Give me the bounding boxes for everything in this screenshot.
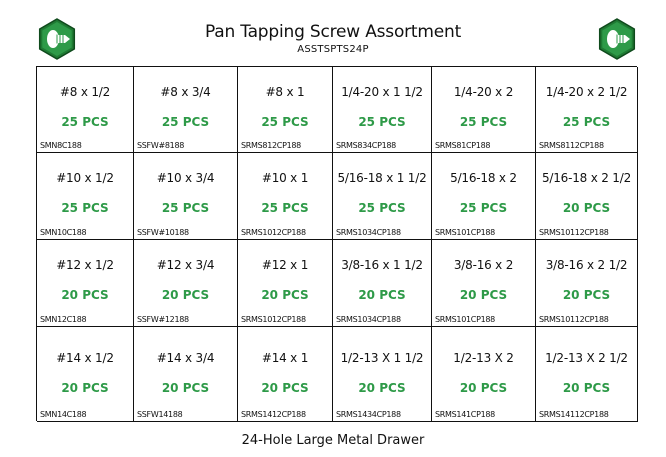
drawer-cell bbox=[333, 153, 432, 240]
quantity: 20 PCS bbox=[161, 381, 210, 395]
quantity: 25 PCS bbox=[261, 115, 309, 129]
screw-size: #8 x 1 bbox=[265, 85, 305, 99]
drawer-cell bbox=[134, 153, 238, 240]
screw-size: #8 x 1/2 bbox=[59, 85, 111, 99]
quantity: 20 PCS bbox=[61, 288, 109, 302]
quantity: 20 PCS bbox=[61, 381, 109, 395]
quantity: 25 PCS bbox=[261, 201, 309, 215]
part-code: SMN8C188 bbox=[40, 141, 82, 150]
part-code: SRMS141CP188 bbox=[435, 410, 495, 419]
quantity: 20 PCS bbox=[562, 381, 611, 395]
part-code: SRMS10112CP188 bbox=[539, 315, 609, 324]
part-code: SSFW#8188 bbox=[137, 141, 185, 150]
quantity: 25 PCS bbox=[161, 115, 210, 129]
quantity: 25 PCS bbox=[358, 115, 406, 129]
screw-size: 5/16-18 x 2 bbox=[450, 171, 517, 185]
quantity: 20 PCS bbox=[261, 381, 309, 395]
part-code: SRMS1034CP188 bbox=[336, 315, 401, 324]
screw-size: #10 x 1 bbox=[261, 171, 309, 185]
quantity: 20 PCS bbox=[358, 381, 406, 395]
quantity: 25 PCS bbox=[562, 115, 611, 129]
part-code: SRMS81CP188 bbox=[435, 141, 491, 150]
part-code: SRMS834CP188 bbox=[336, 141, 396, 150]
part-code: SMN12C188 bbox=[40, 315, 87, 324]
part-code: SRMS1012CP188 bbox=[241, 228, 306, 237]
quantity: 25 PCS bbox=[161, 201, 210, 215]
part-code: SSFW#12188 bbox=[137, 315, 189, 324]
drawer-cell bbox=[536, 240, 638, 327]
screw-size: 5/16-18 x 1 1/2 bbox=[337, 171, 427, 185]
drawer-cell bbox=[37, 240, 134, 327]
drawer-grid bbox=[36, 66, 637, 421]
screw-size: 1/2-13 X 2 bbox=[453, 351, 514, 365]
drawer-cell bbox=[432, 327, 536, 422]
drawer-cell bbox=[134, 327, 238, 422]
part-code: SRMS10112CP188 bbox=[539, 228, 609, 237]
screw-size: #10 x 1/2 bbox=[56, 171, 114, 185]
part-code: SRMS101CP188 bbox=[435, 228, 495, 237]
screw-size: 5/16-18 x 2 1/2 bbox=[541, 171, 632, 185]
assortment-code: ASSTSPTS24P bbox=[297, 44, 369, 55]
part-code: SRMS812CP188 bbox=[241, 141, 301, 150]
drawer-cell bbox=[432, 67, 536, 153]
part-code: SRMS1434CP188 bbox=[336, 410, 401, 419]
screw-size: #12 x 1/2 bbox=[56, 258, 114, 272]
quantity: 25 PCS bbox=[61, 201, 109, 215]
quantity: 25 PCS bbox=[459, 201, 508, 215]
drawer-cell bbox=[37, 327, 134, 422]
part-code: SRMS101CP188 bbox=[435, 315, 495, 324]
drawer-cell bbox=[238, 153, 333, 240]
screw-size: 1/4-20 x 2 bbox=[453, 85, 514, 99]
screw-size: #12 x 1 bbox=[261, 258, 309, 272]
quantity: 20 PCS bbox=[261, 288, 309, 302]
screw-size: 1/4-20 x 2 1/2 bbox=[545, 85, 628, 99]
part-code: SRMS8112CP188 bbox=[539, 141, 604, 150]
page-title: Pan Tapping Screw Assortment bbox=[204, 22, 462, 42]
quantity: 25 PCS bbox=[61, 115, 109, 129]
drawer-cell bbox=[432, 240, 536, 327]
part-code: SSFW14188 bbox=[137, 410, 183, 419]
drawer-cell bbox=[333, 67, 432, 153]
drawer-description: 24-Hole Large Metal Drawer bbox=[241, 433, 425, 448]
part-code: SRMS1412CP188 bbox=[241, 410, 306, 419]
part-code: SRMS1034CP188 bbox=[336, 228, 401, 237]
drawer-cell bbox=[37, 153, 134, 240]
drawer-cell bbox=[536, 67, 638, 153]
screw-size: #10 x 3/4 bbox=[156, 171, 215, 185]
drawer-cell bbox=[333, 327, 432, 422]
screw-size: #14 x 3/4 bbox=[156, 351, 215, 365]
screw-logo-icon bbox=[596, 18, 638, 60]
drawer-cell bbox=[333, 240, 432, 327]
drawer-cell bbox=[238, 327, 333, 422]
screw-size: #14 x 1/2 bbox=[56, 351, 114, 365]
quantity: 20 PCS bbox=[459, 381, 508, 395]
drawer-cell bbox=[238, 240, 333, 327]
quantity: 20 PCS bbox=[358, 288, 406, 302]
quantity: 25 PCS bbox=[358, 201, 406, 215]
part-code: SSFW#10188 bbox=[137, 228, 189, 237]
drawer-cell bbox=[238, 67, 333, 153]
screw-size: 3/8-16 x 2 1/2 bbox=[545, 258, 628, 272]
quantity: 20 PCS bbox=[562, 201, 611, 215]
part-code: SRMS14112CP188 bbox=[539, 410, 609, 419]
screw-size: 1/2-13 X 1 1/2 bbox=[340, 351, 424, 365]
drawer-cell bbox=[134, 67, 238, 153]
screw-size: 3/8-16 x 1 1/2 bbox=[341, 258, 423, 272]
drawer-cell bbox=[134, 240, 238, 327]
part-code: SMN14C188 bbox=[40, 410, 87, 419]
quantity: 20 PCS bbox=[459, 288, 508, 302]
drawer-cell bbox=[536, 327, 638, 422]
drawer-cell bbox=[432, 153, 536, 240]
drawer-cell bbox=[536, 153, 638, 240]
quantity: 25 PCS bbox=[459, 115, 508, 129]
part-code: SMN10C188 bbox=[40, 228, 87, 237]
screw-size: 3/8-16 x 2 bbox=[453, 258, 514, 272]
screw-size: 1/4-20 x 1 1/2 bbox=[341, 85, 423, 99]
screw-size: #8 x 3/4 bbox=[160, 85, 211, 99]
screw-size: #12 x 3/4 bbox=[156, 258, 215, 272]
quantity: 20 PCS bbox=[161, 288, 210, 302]
quantity: 20 PCS bbox=[562, 288, 611, 302]
drawer-cell bbox=[37, 67, 134, 153]
part-code: SRMS1012CP188 bbox=[241, 315, 306, 324]
screw-size: #14 x 1 bbox=[261, 351, 309, 365]
screw-size: 1/2-13 X 2 1/2 bbox=[545, 351, 628, 365]
